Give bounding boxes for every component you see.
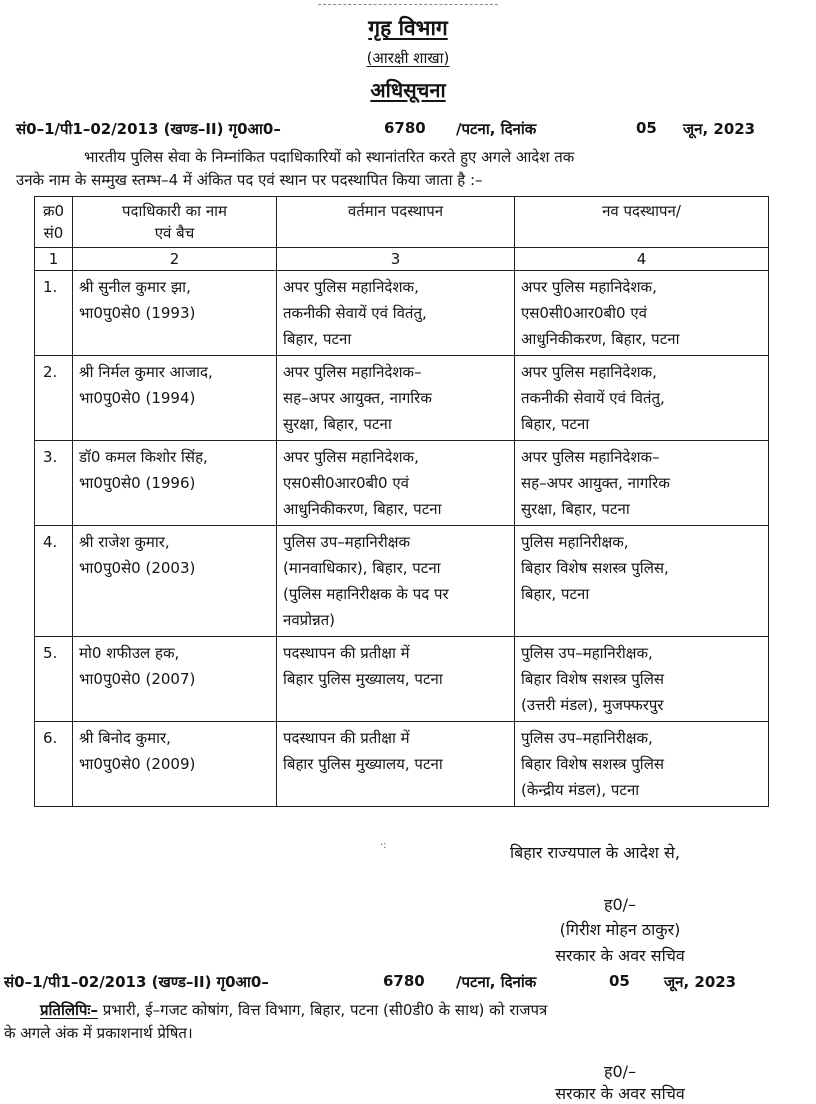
officer-cell: [73, 441, 277, 526]
col-number: 4: [515, 248, 769, 271]
table-row: [35, 637, 769, 722]
ref-number: सं0–1/पी1–02/2013 (खण्ड–II) गृ0आ0–: [16, 120, 281, 138]
new-posting-line: अपर पुलिस महानिदेशक,: [521, 278, 657, 296]
officer-cell: [73, 271, 277, 356]
copy-line-2: के अगले अंक में प्रकाशनार्थ प्रेषित।: [4, 1024, 193, 1042]
current-posting-line: तकनीकी सेवायें एवं वितंतु,: [283, 304, 427, 322]
officer-line: डॉ0 कमल किशोर सिंह,: [79, 448, 208, 466]
serial-cell: [35, 526, 73, 637]
officer-line: भा0पु0से0 (2003): [79, 559, 196, 577]
new-posting-line: बिहार विशेष सशस्त्र पुलिस: [521, 670, 665, 688]
copy-text-1: प्रभारी, ई–गजट कोषांग, वित्त विभाग, बिहार, पटना (सी0डी0 के साथ) को राजपत्र: [102, 1001, 548, 1019]
new-posting-line: बिहार, पटना: [521, 415, 590, 433]
serial-cell: [35, 356, 73, 441]
serial-cell: [35, 271, 73, 356]
header-current-label: वर्तमान पदस्थापन: [347, 202, 444, 220]
table-row: [35, 722, 769, 807]
header-serial-line1: क्र0: [42, 202, 65, 220]
table-row: [35, 356, 769, 441]
current-posting-line: अपर पुलिस महानिदेशक,: [283, 448, 419, 466]
col-number: 2: [73, 248, 277, 271]
serial-number: 2.: [43, 363, 58, 381]
officer-line: भा0पु0से0 (2007): [79, 670, 196, 688]
officer-cell: [73, 526, 277, 637]
new-posting-line: आधुनिकीकरण, बिहार, पटना: [521, 330, 680, 348]
officer-line: श्री निर्मल कुमार आजाद,: [79, 363, 213, 381]
date-month-year: जून, 2023: [683, 120, 756, 138]
order-line: बिहार राज्यपाल के आदेश से,: [510, 843, 680, 862]
officer-line: भा0पु0से0 (2009): [79, 755, 196, 773]
copy-line-1: [40, 1000, 547, 1020]
new-posting-line: अपर पुलिस महानिदेशक,: [521, 363, 657, 381]
table-row: [35, 441, 769, 526]
new-posting-line: (केन्द्रीय मंडल), पटना: [521, 781, 640, 799]
date-day: 05: [636, 119, 657, 137]
new-posting-line: अपर पुलिस महानिदेशक–: [521, 448, 660, 466]
header-current-posting: [277, 197, 515, 248]
department-title: गृह विभाग: [368, 16, 448, 40]
new-posting-cell: [515, 271, 769, 356]
officer-line: श्री बिनोद कुमार,: [79, 729, 171, 747]
new-posting-cell: [515, 526, 769, 637]
serial-cell: [35, 637, 73, 722]
notification-title: अधिसूचना: [370, 78, 446, 102]
new-posting-cell: [515, 441, 769, 526]
branch-subtitle: (आरक्षी शाखा): [366, 49, 450, 67]
current-posting-cell: [277, 441, 515, 526]
header-officer-name: [73, 197, 277, 248]
current-posting-line: अपर पुलिस महानिदेशक–: [283, 363, 422, 381]
bottom-signature-signed: ह0/–: [603, 1062, 637, 1081]
serial-number: 3.: [43, 448, 58, 466]
current-posting-line: पुलिस उप–महानिरीक्षक: [283, 533, 411, 551]
signatory-name: (गिरीश मोहन ठाकुर): [559, 920, 681, 939]
serial-cell: [35, 441, 73, 526]
place-date-label-2: /पटना, दिनांक: [456, 973, 537, 991]
new-posting-line: पुलिस उप–महानिरीक्षक,: [521, 644, 653, 662]
current-posting-line: सुरक्षा, बिहार, पटना: [283, 415, 392, 433]
bottom-signature-designation: सरकार के अवर सचिव: [555, 1084, 685, 1103]
header-new-posting: [515, 197, 769, 248]
officer-cell: [73, 356, 277, 441]
header-new-label: नव पदस्थापन/: [602, 202, 681, 220]
signatory-designation: सरकार के अवर सचिव: [555, 946, 685, 965]
new-posting-line: पुलिस उप–महानिरीक्षक,: [521, 729, 653, 747]
current-posting-line: पदस्थापन की प्रतीक्षा में: [283, 644, 410, 662]
officer-cell: [73, 722, 277, 807]
copy-label: प्रतिलिपिः–: [40, 1001, 98, 1019]
intro-line-1: भारतीय पुलिस सेवा के निम्नांकित पदाधिकारियों को स्थानांतरित करते हुए अगले आदेश तक: [84, 148, 575, 166]
table-body: [35, 271, 769, 807]
current-posting-cell: [277, 637, 515, 722]
current-posting-cell: [277, 722, 515, 807]
new-posting-line: बिहार विशेष सशस्त्र पुलिस: [521, 755, 665, 773]
header-serial-line2: सं0: [43, 224, 64, 242]
memo-number-2: 6780: [383, 972, 425, 990]
serial-number: 5.: [43, 644, 58, 662]
signature-signed: ह0/–: [603, 895, 637, 914]
header-serial: [35, 197, 73, 248]
current-posting-line: अपर पुलिस महानिदेशक,: [283, 278, 419, 296]
header-name-line2: एवं बैच: [154, 224, 195, 242]
officer-line: भा0पु0से0 (1996): [79, 474, 196, 492]
header-name-line1: पदाधिकारी का नाम: [121, 202, 228, 220]
transfer-table: [34, 196, 769, 807]
new-posting-line: सुरक्षा, बिहार, पटना: [521, 500, 630, 518]
new-posting-line: (उत्तरी मंडल), मुजफ्फरपुर: [521, 696, 664, 714]
officer-line: श्री राजेश कुमार,: [79, 533, 170, 551]
officer-cell: [73, 637, 277, 722]
new-posting-line: एस0सी0आर0बी0 एवं: [521, 304, 647, 322]
new-posting-line: सह–अपर आयुक्त, नागरिक: [521, 474, 670, 492]
col-number: 3: [277, 248, 515, 271]
table-row: [35, 271, 769, 356]
current-posting-cell: [277, 271, 515, 356]
current-posting-cell: [277, 356, 515, 441]
new-posting-line: तकनीकी सेवायें एवं वितंतु,: [521, 389, 665, 407]
current-posting-line: एस0सी0आर0बी0 एवं: [283, 474, 409, 492]
date-month-year-2: जून, 2023: [664, 973, 737, 991]
date-day-2: 05: [609, 972, 630, 990]
officer-line: श्री सुनील कुमार झा,: [79, 278, 191, 296]
new-posting-cell: [515, 356, 769, 441]
current-posting-line: नवप्रोन्नत): [283, 611, 336, 629]
current-posting-line: बिहार, पटना: [283, 330, 352, 348]
current-posting-line: (मानवाधिकार), बिहार, पटना: [283, 559, 441, 577]
place-date-label: /पटना, दिनांक: [456, 120, 537, 138]
serial-number: 1.: [43, 278, 58, 296]
new-posting-line: बिहार, पटना: [521, 585, 590, 603]
current-posting-cell: [277, 526, 515, 637]
current-posting-line: सह–अपर आयुक्त, नागरिक: [283, 389, 432, 407]
serial-number: 4.: [43, 533, 58, 551]
officer-line: मो0 शफीउल हक,: [79, 644, 180, 662]
current-posting-line: आधुनिकीकरण, बिहार, पटना: [283, 500, 442, 518]
officer-line: भा0पु0से0 (1993): [79, 304, 196, 322]
current-posting-line: पदस्थापन की प्रतीक्षा में: [283, 729, 410, 747]
new-posting-line: बिहार विशेष सशस्त्र पुलिस,: [521, 559, 669, 577]
current-posting-line: (पुलिस महानिरीक्षक के पद पर: [283, 585, 449, 603]
current-posting-line: बिहार पुलिस मुख्यालय, पटना: [283, 755, 443, 773]
intro-line-2: उनके नाम के सम्मुख स्तम्भ–4 में अंकित पद एवं स्थान पर पदस्थापित किया जाता है :–: [16, 171, 483, 189]
serial-cell: [35, 722, 73, 807]
scan-speck: ·:: [380, 840, 387, 851]
current-posting-line: बिहार पुलिस मुख्यालय, पटना: [283, 670, 443, 688]
ref-number-2: सं0–1/पी1–02/2013 (खण्ड–II) गृ0आ0–: [4, 973, 269, 991]
new-posting-line: पुलिस महानिरीक्षक,: [521, 533, 629, 551]
table-header-row: [35, 197, 769, 248]
new-posting-cell: [515, 637, 769, 722]
col-number: 1: [35, 248, 73, 271]
memo-number: 6780: [384, 119, 426, 137]
top-cut-line: [318, 0, 498, 5]
column-number-row: [35, 248, 769, 271]
officer-line: भा0पु0से0 (1994): [79, 389, 196, 407]
table-row: [35, 526, 769, 637]
new-posting-cell: [515, 722, 769, 807]
serial-number: 6.: [43, 729, 58, 747]
